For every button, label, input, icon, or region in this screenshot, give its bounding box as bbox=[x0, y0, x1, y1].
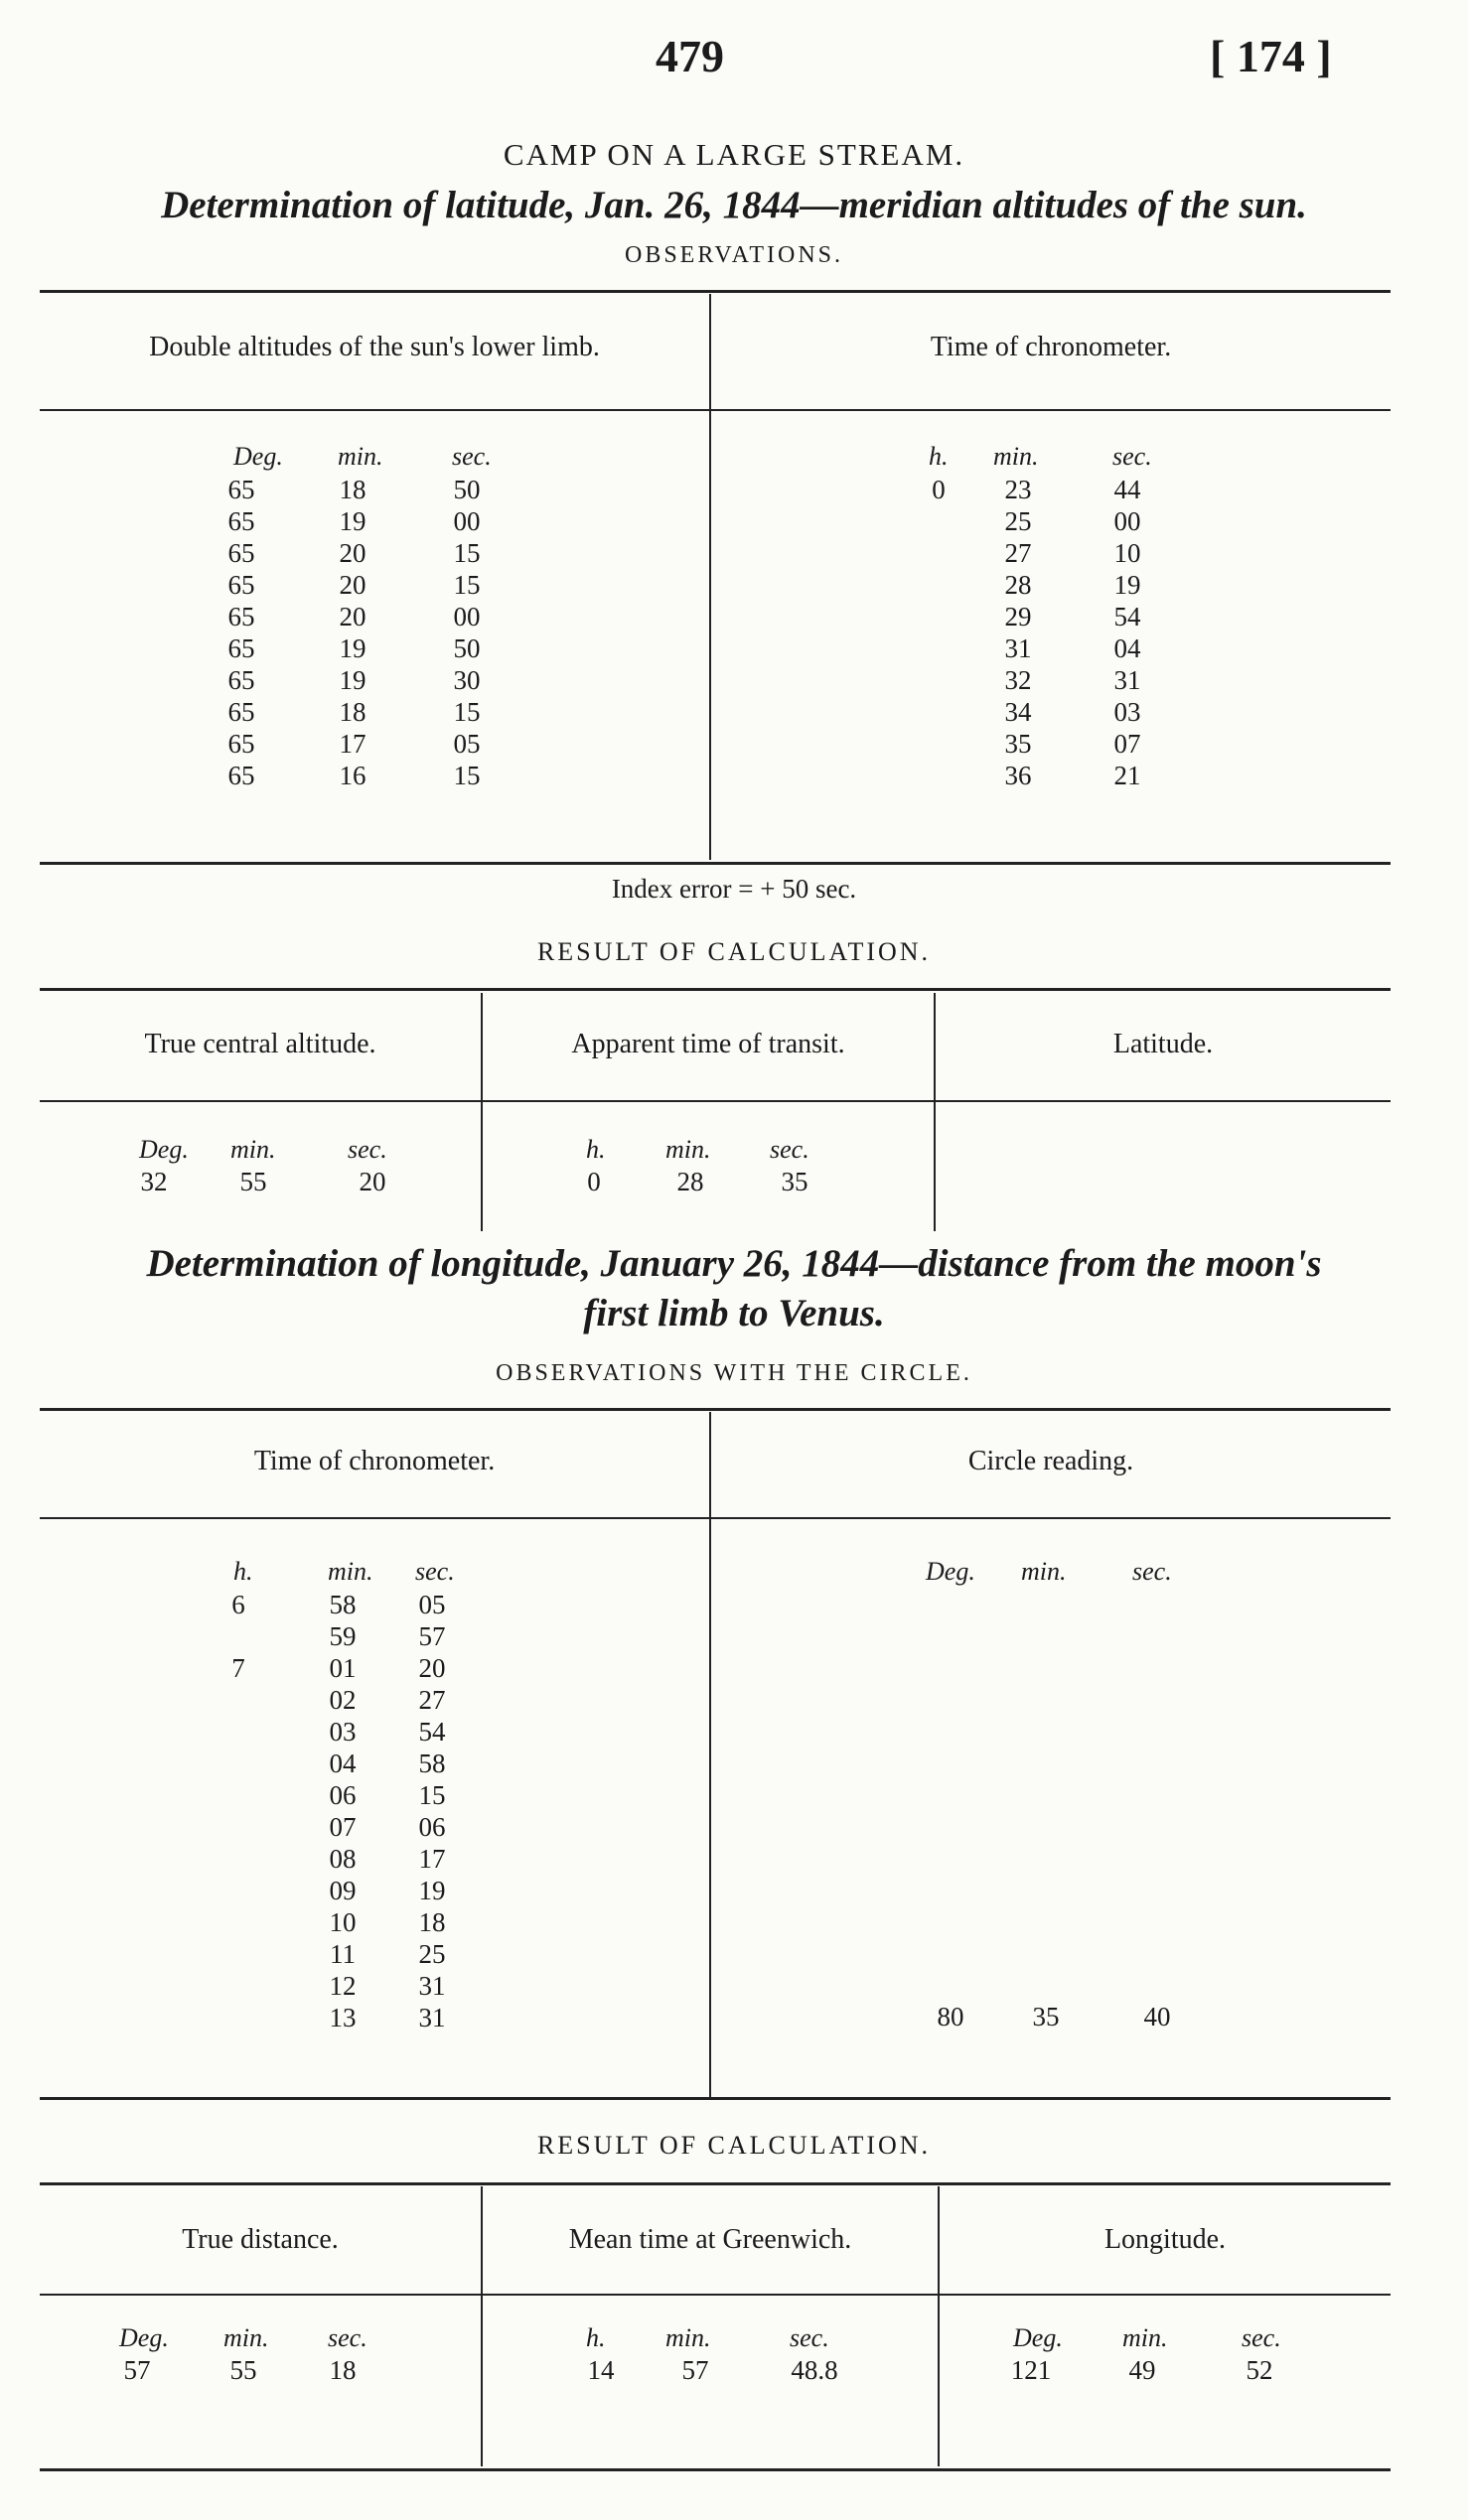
cell: 21 bbox=[1113, 761, 1141, 790]
unit-tsec: sec. bbox=[1112, 442, 1152, 471]
camp-heading: CAMP ON A LARGE STREAM. bbox=[503, 137, 965, 172]
true-distance-deg: 57 bbox=[123, 2355, 151, 2385]
alt-deg-column bbox=[202, 474, 281, 791]
cell: 32 bbox=[1004, 665, 1032, 695]
cell: 02 bbox=[329, 1685, 357, 1715]
page-number: 479 bbox=[656, 31, 724, 81]
cell: 65 bbox=[227, 506, 255, 536]
res-sec-value: 35 bbox=[781, 1167, 808, 1196]
cell: 31 bbox=[418, 2003, 446, 2032]
cell: 15 bbox=[453, 761, 481, 790]
cell: 0 bbox=[932, 475, 946, 504]
cell: 00 bbox=[453, 602, 481, 631]
cell: 20 bbox=[339, 538, 367, 568]
cell: 30 bbox=[453, 665, 481, 695]
unit-min: min. bbox=[328, 1557, 373, 1586]
cell: 12 bbox=[329, 1971, 357, 2001]
greenwich-min: 57 bbox=[681, 2355, 709, 2385]
cell: 17 bbox=[418, 1844, 446, 1874]
cell: 06 bbox=[418, 1812, 446, 1842]
cell: 27 bbox=[1004, 538, 1032, 568]
cell: 19 bbox=[339, 633, 367, 663]
cell: 57 bbox=[418, 1621, 446, 1651]
circle-deg-value: 80 bbox=[937, 2002, 964, 2031]
cell: 58 bbox=[418, 1749, 446, 1778]
true-distance-sec: 18 bbox=[329, 2355, 357, 2385]
cell: 31 bbox=[1004, 633, 1032, 663]
res-unit-sec: sec. bbox=[790, 2323, 829, 2352]
unit-min: min. bbox=[1021, 1557, 1067, 1586]
table1-head-rule bbox=[40, 409, 1391, 411]
res-sec-value: 20 bbox=[359, 1167, 386, 1196]
cell: 65 bbox=[227, 729, 255, 759]
cell: 16 bbox=[339, 761, 367, 790]
true-distance-min: 55 bbox=[229, 2355, 257, 2385]
result1-top-rule bbox=[40, 988, 1391, 991]
res-unit-deg: Deg. bbox=[119, 2323, 169, 2352]
cell: 15 bbox=[453, 697, 481, 727]
cell: 65 bbox=[227, 761, 255, 790]
col-longitude: Longitude. bbox=[1103, 2224, 1227, 2255]
time-sec-column bbox=[1088, 474, 1167, 791]
longitude-title-line1: Determination of longitude, January 26, 1844—distance from the moon's bbox=[146, 1242, 1322, 1285]
cell: 7 bbox=[231, 1653, 245, 1683]
observations-circle-subhead: OBSERVATIONS WITH THE CIRCLE. bbox=[496, 1360, 972, 1386]
cell: 65 bbox=[227, 602, 255, 631]
res-unit-h: h. bbox=[586, 2323, 606, 2352]
cell: 08 bbox=[329, 1844, 357, 1874]
unit-h: h. bbox=[233, 1557, 253, 1586]
cell: 65 bbox=[227, 475, 255, 504]
cell: 19 bbox=[418, 1876, 446, 1905]
cell: 19 bbox=[339, 506, 367, 536]
cell: 59 bbox=[329, 1621, 357, 1651]
unit-sec: sec. bbox=[452, 442, 492, 471]
cell: 05 bbox=[453, 729, 481, 759]
col-time-chronometer: Time of chronometer. bbox=[930, 332, 1172, 362]
longitude-min: 49 bbox=[1128, 2355, 1156, 2385]
cell: 50 bbox=[453, 633, 481, 663]
longitude-deg: 121 bbox=[1010, 2355, 1052, 2385]
cell: 10 bbox=[1113, 538, 1141, 568]
chron-min-column bbox=[303, 1589, 382, 2033]
table2-divider bbox=[709, 1412, 711, 2097]
cell: 17 bbox=[339, 729, 367, 759]
table1-bottom-rule bbox=[40, 862, 1391, 865]
cell: 20 bbox=[339, 570, 367, 600]
unit-tmin: min. bbox=[993, 442, 1039, 471]
cell: 15 bbox=[453, 538, 481, 568]
cell: 15 bbox=[418, 1780, 446, 1810]
longitude-title-line2: first limb to Venus. bbox=[583, 1292, 885, 1334]
result-heading-1: RESULT OF CALCULATION. bbox=[536, 937, 932, 966]
res-unit-deg: Deg. bbox=[139, 1135, 189, 1164]
cell: 03 bbox=[1113, 697, 1141, 727]
cell: 19 bbox=[339, 665, 367, 695]
cell: 18 bbox=[339, 475, 367, 504]
unit-deg: Deg. bbox=[233, 442, 283, 471]
res-unit-sec: sec. bbox=[770, 1135, 809, 1164]
cell: 34 bbox=[1004, 697, 1032, 727]
res-unit-min: min. bbox=[665, 2323, 711, 2352]
cell: 28 bbox=[1004, 570, 1032, 600]
res-unit-deg: Deg. bbox=[1013, 2323, 1063, 2352]
circle-sec-value: 40 bbox=[1143, 2002, 1171, 2031]
cell: 19 bbox=[1113, 570, 1141, 600]
cell: 31 bbox=[418, 1971, 446, 2001]
cell: 05 bbox=[418, 1590, 446, 1619]
cell: 31 bbox=[1113, 665, 1141, 695]
result2-head-rule bbox=[40, 2294, 1391, 2296]
res-h-value: 0 bbox=[587, 1167, 601, 1196]
cell: 27 bbox=[418, 1685, 446, 1715]
res-min-value: 55 bbox=[239, 1167, 267, 1196]
col-latitude: Latitude. bbox=[1112, 1029, 1214, 1059]
result1-head-rule bbox=[40, 1100, 1391, 1102]
cell: 44 bbox=[1113, 475, 1141, 504]
cell: 07 bbox=[1113, 729, 1141, 759]
chron-hour-column bbox=[199, 1589, 278, 1684]
circle-min-value: 35 bbox=[1032, 2002, 1060, 2031]
cell: 11 bbox=[330, 1939, 356, 1969]
page-bracket: [ 174 ] bbox=[1210, 31, 1332, 81]
cell: 65 bbox=[227, 665, 255, 695]
cell: 35 bbox=[1004, 729, 1032, 759]
cell: 15 bbox=[453, 570, 481, 600]
cell: 65 bbox=[227, 633, 255, 663]
time-hour-column bbox=[899, 474, 978, 505]
col-mean-time-greenwich: Mean time at Greenwich. bbox=[568, 2224, 852, 2255]
cell: 65 bbox=[227, 697, 255, 727]
res-unit-sec: sec. bbox=[328, 2323, 367, 2352]
cell: 10 bbox=[329, 1907, 357, 1937]
res-unit-min: min. bbox=[230, 1135, 276, 1164]
time-min-column bbox=[978, 474, 1058, 791]
table1-top-rule bbox=[40, 290, 1391, 293]
cell: 00 bbox=[453, 506, 481, 536]
cell: 09 bbox=[329, 1876, 357, 1905]
cell: 03 bbox=[329, 1717, 357, 1747]
cell: 01 bbox=[329, 1653, 357, 1683]
col-true-distance: True distance. bbox=[182, 2224, 339, 2255]
cell: 18 bbox=[339, 697, 367, 727]
cell: 54 bbox=[1113, 602, 1141, 631]
cell: 23 bbox=[1004, 475, 1032, 504]
cell: 20 bbox=[418, 1653, 446, 1683]
cell: 06 bbox=[329, 1780, 357, 1810]
alt-min-column bbox=[313, 474, 392, 791]
res-unit-min: min. bbox=[223, 2323, 269, 2352]
col-double-altitudes: Double altitudes of the sun's lower limb. bbox=[149, 332, 600, 362]
cell: 58 bbox=[329, 1590, 357, 1619]
result2-top-rule bbox=[40, 2182, 1391, 2185]
cell: 04 bbox=[1113, 633, 1141, 663]
longitude-sec: 52 bbox=[1246, 2355, 1273, 2385]
unit-h: h. bbox=[929, 442, 949, 471]
cell: 6 bbox=[231, 1590, 245, 1619]
col-circle-reading: Circle reading. bbox=[967, 1446, 1134, 1476]
cell: 18 bbox=[418, 1907, 446, 1937]
col-true-central-altitude: True central altitude. bbox=[144, 1029, 376, 1059]
cell: 25 bbox=[1004, 506, 1032, 536]
cell: 65 bbox=[227, 538, 255, 568]
res-unit-sec: sec. bbox=[1242, 2323, 1281, 2352]
col-time-chronometer-2: Time of chronometer. bbox=[253, 1446, 496, 1476]
col-apparent-time: Apparent time of transit. bbox=[571, 1029, 845, 1059]
greenwich-sec: 48.8 bbox=[791, 2355, 838, 2385]
cell: 07 bbox=[329, 1812, 357, 1842]
cell: 65 bbox=[227, 570, 255, 600]
unit-min: min. bbox=[338, 442, 383, 471]
res-min-value: 28 bbox=[676, 1167, 704, 1196]
cell bbox=[199, 1620, 278, 1652]
observations-subhead: OBSERVATIONS. bbox=[624, 242, 843, 268]
cell: 29 bbox=[1004, 602, 1032, 631]
index-error: Index error = + 50 sec. bbox=[611, 874, 857, 904]
res-unit-h: h. bbox=[586, 1135, 606, 1164]
latitude-title: Determination of latitude, Jan. 26, 1844—meridian altitudes of the sun. bbox=[161, 184, 1307, 226]
cell: 36 bbox=[1004, 761, 1032, 790]
table-final-rule bbox=[40, 2468, 1391, 2471]
table2-bottom-rule bbox=[40, 2097, 1391, 2100]
chron-sec-column bbox=[392, 1589, 472, 2033]
res-unit-sec: sec. bbox=[348, 1135, 387, 1164]
table2-top-rule bbox=[40, 1408, 1391, 1411]
cell: 20 bbox=[339, 602, 367, 631]
cell: 50 bbox=[453, 475, 481, 504]
result-heading-2: RESULT OF CALCULATION. bbox=[536, 2131, 932, 2160]
cell: 54 bbox=[418, 1717, 446, 1747]
unit-sec: sec. bbox=[415, 1557, 455, 1586]
table2-head-rule bbox=[40, 1517, 1391, 1519]
cell: 13 bbox=[329, 2003, 357, 2032]
res-unit-min: min. bbox=[1122, 2323, 1168, 2352]
unit-deg: Deg. bbox=[926, 1557, 975, 1586]
unit-sec: sec. bbox=[1132, 1557, 1172, 1586]
greenwich-h: 14 bbox=[587, 2355, 615, 2385]
alt-sec-column bbox=[427, 474, 507, 791]
cell: 25 bbox=[418, 1939, 446, 1969]
table1-divider bbox=[709, 294, 711, 860]
cell: 04 bbox=[329, 1749, 357, 1778]
res-deg-value: 32 bbox=[140, 1167, 168, 1196]
res-unit-min: min. bbox=[665, 1135, 711, 1164]
cell: 00 bbox=[1113, 506, 1141, 536]
